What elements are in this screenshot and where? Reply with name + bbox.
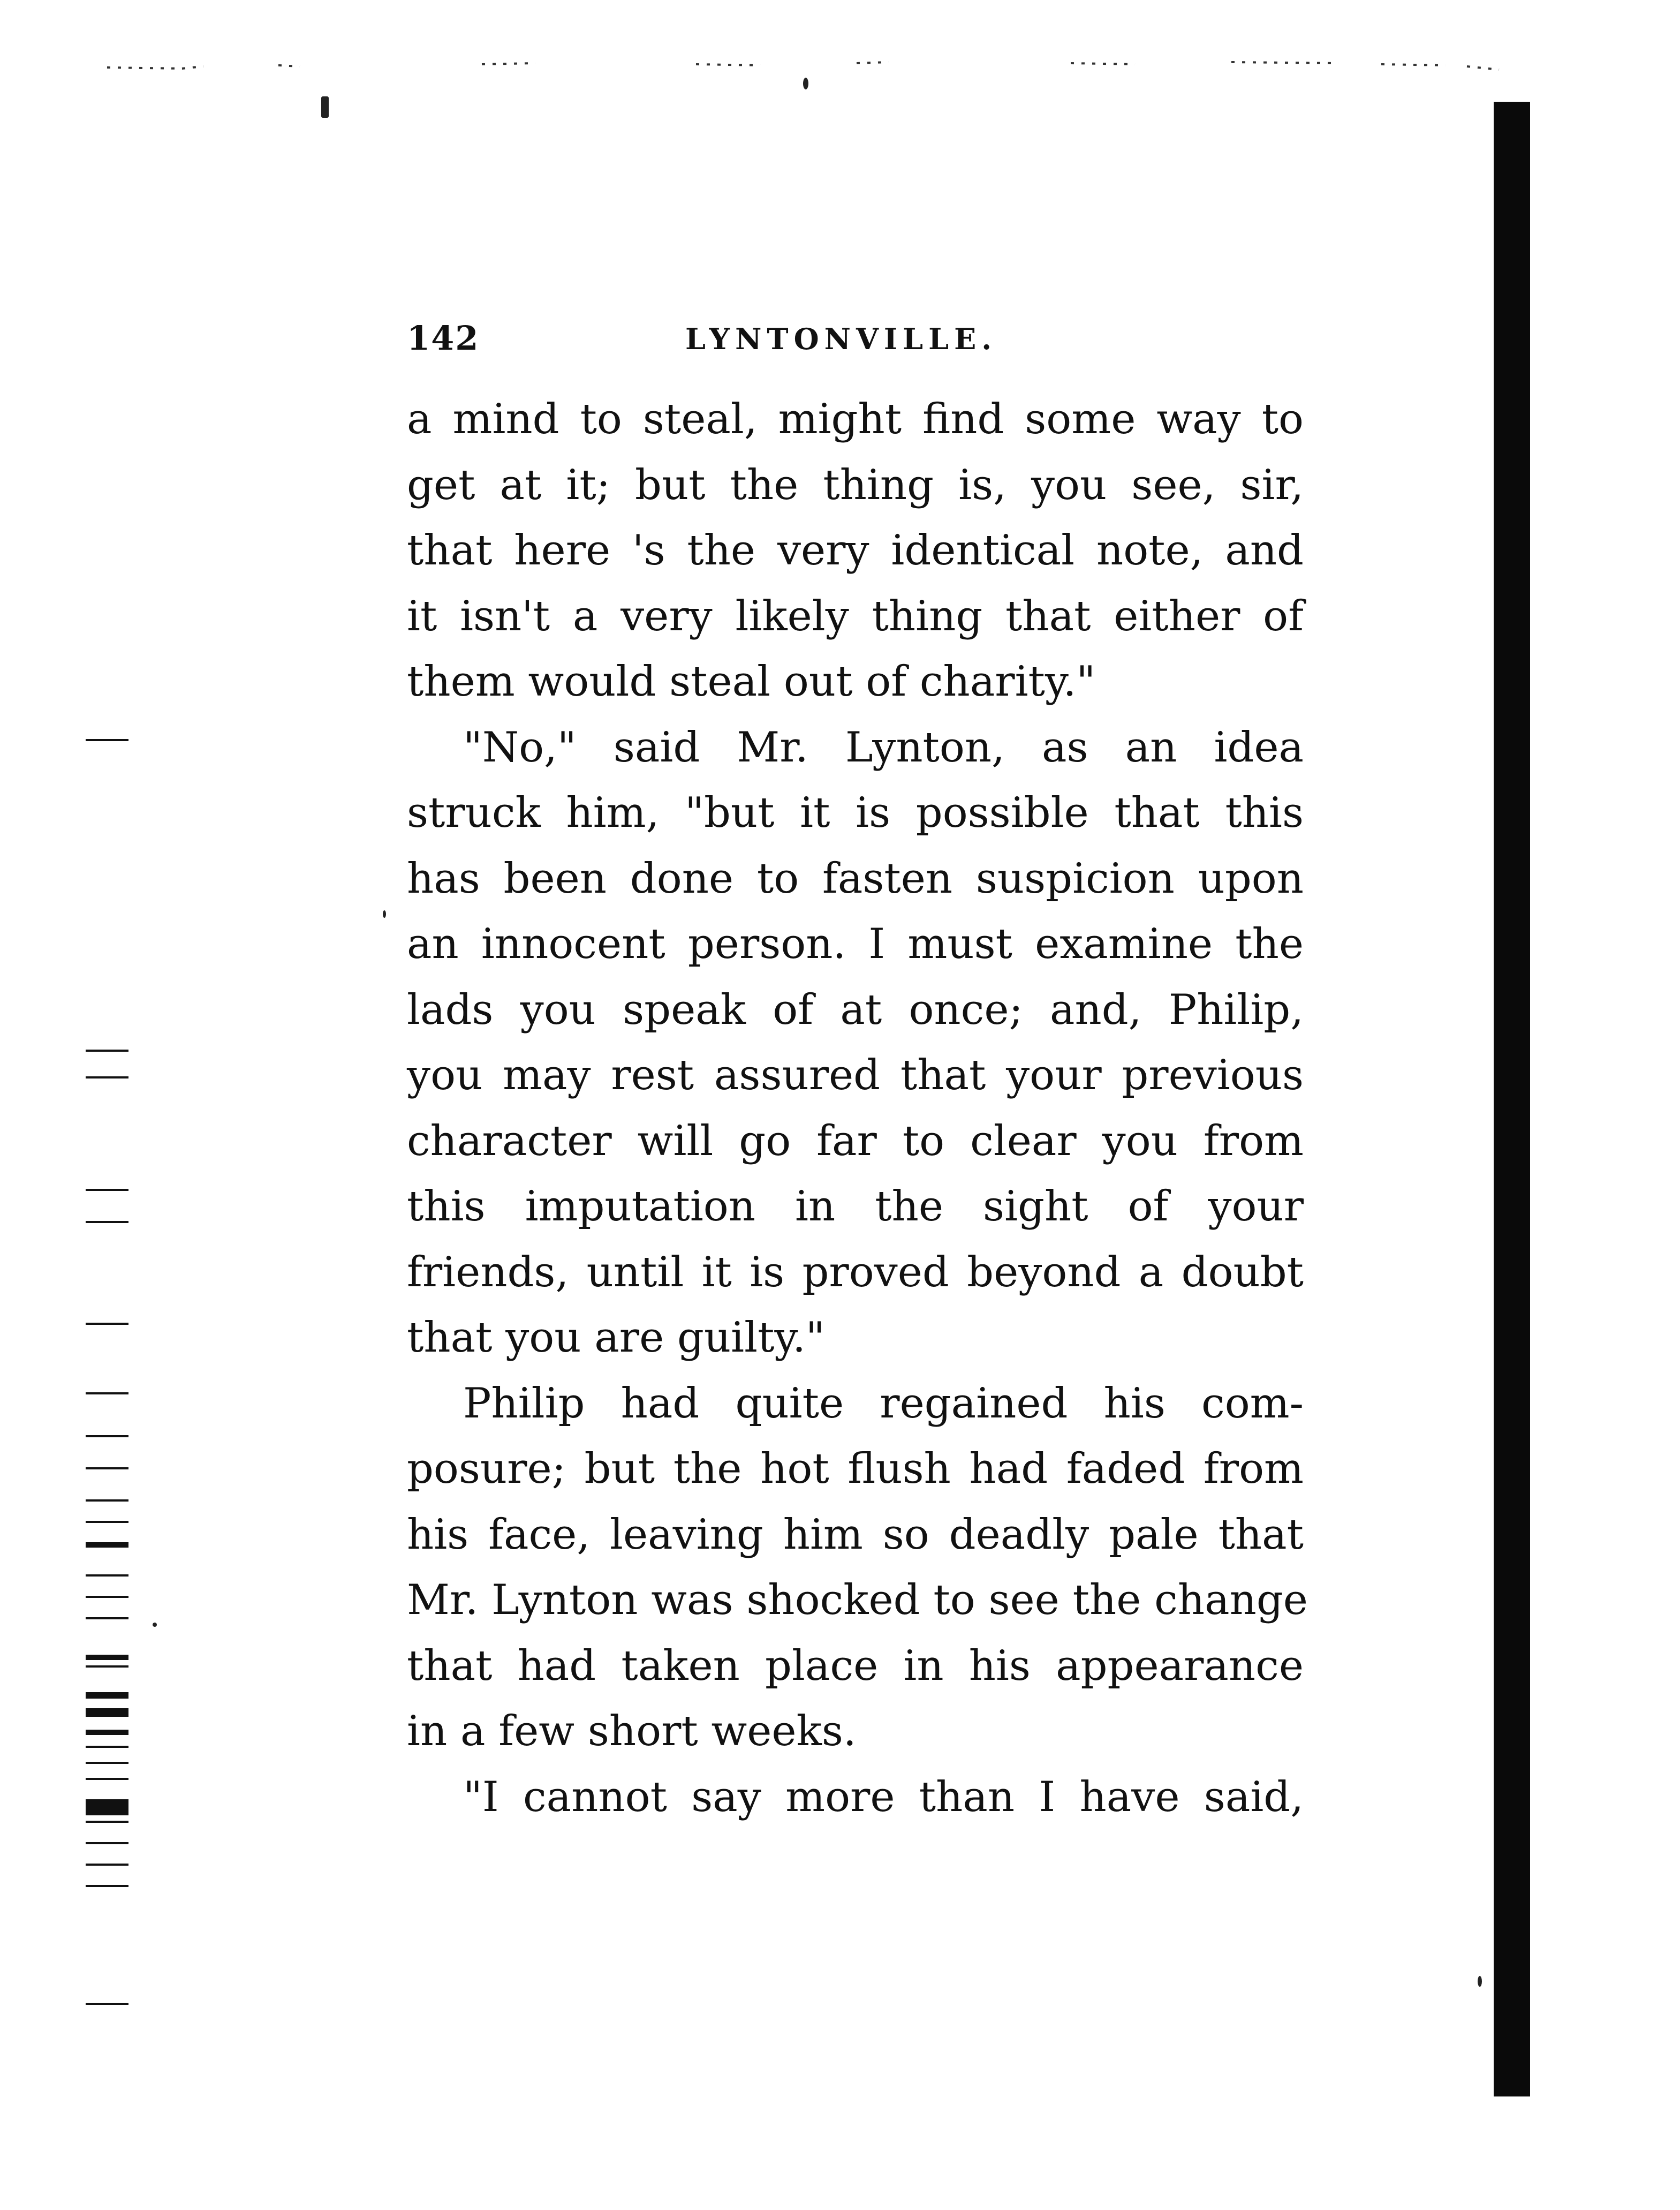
text-line: that you are guilty." bbox=[407, 1314, 825, 1362]
ink-speck bbox=[803, 78, 808, 89]
ink-speck bbox=[321, 96, 329, 118]
binding-shadow bbox=[1494, 102, 1530, 2096]
text-line: struck him, "but it is possible that this bbox=[407, 789, 1304, 837]
text-line: friends, until it is proved beyond a doubt bbox=[407, 1248, 1304, 1296]
text-line: this imputation in the sight of your bbox=[407, 1182, 1304, 1231]
text-line: his face, leaving him so deadly pale that bbox=[407, 1510, 1304, 1559]
text-line: has been done to fasten suspicion upon bbox=[407, 854, 1304, 903]
ink-speck bbox=[153, 1623, 157, 1627]
scan-top-edge bbox=[0, 54, 1606, 75]
text-line: in a few short weeks. bbox=[407, 1707, 857, 1755]
text-line: lads you speak of at once; and, Philip, bbox=[407, 985, 1304, 1034]
text-line: character will go far to clear you from bbox=[407, 1117, 1304, 1165]
running-title: LYNTONVILLE. bbox=[685, 322, 997, 356]
page-header bbox=[407, 319, 1304, 367]
ink-speck bbox=[1478, 1976, 1482, 1987]
text-line: "I cannot say more than I have said, bbox=[463, 1772, 1304, 1821]
text-line: a mind to steal, might find some way to bbox=[407, 395, 1304, 443]
text-line: Philip had quite regained his com- bbox=[463, 1379, 1304, 1428]
text-line: that had taken place in his appearance bbox=[407, 1641, 1304, 1690]
text-line: you may rest assured that your previous bbox=[407, 1051, 1304, 1099]
gutter-marks bbox=[80, 728, 139, 2035]
body-text bbox=[407, 387, 1308, 1830]
ink-speck bbox=[383, 910, 386, 918]
text-line: "No," said Mr. Lynton, as an idea bbox=[463, 723, 1304, 772]
text-line: posure; but the hot flush had faded from bbox=[407, 1445, 1304, 1493]
text-line: them would steal out of charity." bbox=[407, 658, 1096, 706]
text-line: Mr. Lynton was shocked to see the change bbox=[407, 1576, 1308, 1624]
text-line: get at it; but the thing is, you see, sir, bbox=[407, 461, 1304, 509]
text-line: an innocent person. I must examine the bbox=[407, 920, 1304, 968]
text-line: it isn't a very likely thing that either of bbox=[407, 592, 1304, 640]
text-line: that here 's the very identical note, and bbox=[407, 526, 1304, 575]
page-number: 142 bbox=[407, 319, 480, 358]
